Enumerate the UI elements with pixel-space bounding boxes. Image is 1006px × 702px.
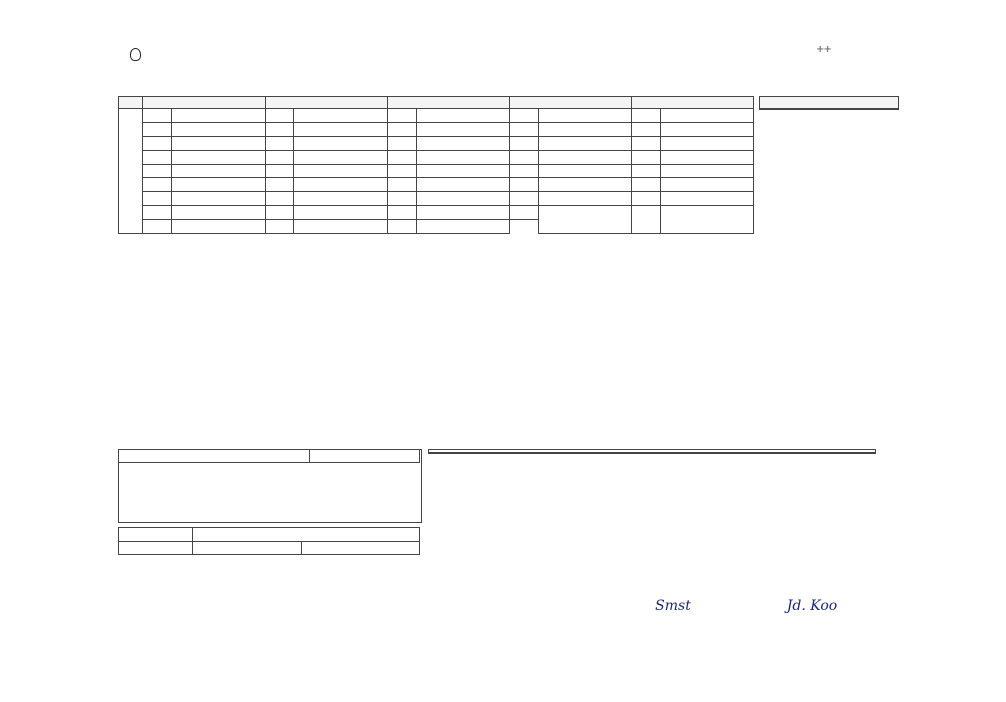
- holiday-table: [118, 449, 420, 463]
- session-number: [265, 192, 294, 206]
- calendar-grid: [118, 96, 754, 234]
- session-date: [660, 122, 753, 136]
- notes-panel: [428, 449, 876, 454]
- makeup-label: [265, 220, 294, 234]
- session-date: [294, 192, 387, 206]
- session-number: [387, 122, 416, 136]
- exam-table: [118, 527, 420, 555]
- holiday-title: [119, 450, 310, 463]
- session-date: [172, 192, 265, 206]
- session-number: [265, 109, 294, 123]
- section-first-half: [119, 109, 143, 234]
- session-number: [387, 109, 416, 123]
- session-number: [387, 206, 416, 220]
- makeup-label: [143, 220, 172, 234]
- session-number: [387, 136, 416, 150]
- session-date: [538, 109, 631, 123]
- exam-sub-label: [119, 541, 193, 555]
- session-date: [416, 150, 509, 164]
- session-date: [660, 164, 753, 178]
- session-number: [509, 136, 538, 150]
- session-date: [416, 206, 509, 220]
- session-number: [509, 206, 538, 220]
- session-number: [631, 109, 660, 123]
- session-date: [416, 178, 509, 192]
- col-tuesday: [265, 97, 387, 109]
- session-number: [143, 206, 172, 220]
- session-date: [172, 178, 265, 192]
- signature-left: [618, 598, 728, 614]
- session-number: [265, 206, 294, 220]
- bus-logo: ++: [816, 44, 831, 55]
- session-date: [538, 150, 631, 164]
- session-date: [538, 192, 631, 206]
- session-date: [294, 122, 387, 136]
- session-number: [143, 109, 172, 123]
- session-date: [538, 206, 631, 234]
- session-date: [660, 109, 753, 123]
- session-date: [172, 206, 265, 220]
- session-date: [416, 122, 509, 136]
- table-row: [119, 122, 754, 136]
- session-number: [509, 109, 538, 123]
- session-date: [538, 164, 631, 178]
- col-monday: [143, 97, 265, 109]
- session-number: [631, 122, 660, 136]
- grid-header-row: [119, 97, 754, 109]
- registration-title: [760, 97, 898, 109]
- session-number: [631, 206, 660, 234]
- session-date: [172, 150, 265, 164]
- session-date: [416, 109, 509, 123]
- session-number: [509, 192, 538, 206]
- session-date: [416, 164, 509, 178]
- session-date: [294, 164, 387, 178]
- session-number: [509, 178, 538, 192]
- session-number: [143, 150, 172, 164]
- session-date: [538, 136, 631, 150]
- session-number: [631, 192, 660, 206]
- session-date: [172, 164, 265, 178]
- signature-right-scrawl: Jd. Koo: [786, 598, 838, 614]
- exam-head-label: [119, 528, 193, 542]
- session-number: [387, 164, 416, 178]
- session-number: [631, 164, 660, 178]
- exam-from-label: [192, 541, 302, 555]
- session-number: [265, 164, 294, 178]
- table-row: [119, 206, 754, 220]
- session-number: [143, 136, 172, 150]
- session-date: [660, 178, 753, 192]
- session-number: [265, 122, 294, 136]
- col-friday: [631, 97, 753, 109]
- session-date: [294, 206, 387, 220]
- session-date: [538, 178, 631, 192]
- session-date: [294, 178, 387, 192]
- holiday-header: [119, 450, 420, 463]
- session-date: [294, 109, 387, 123]
- exam-head-type: [192, 528, 419, 542]
- table-row: [119, 192, 754, 206]
- session-number: [509, 164, 538, 178]
- session-date: [660, 136, 753, 150]
- session-number: [143, 122, 172, 136]
- makeup-date: [294, 220, 387, 234]
- session-date: [538, 122, 631, 136]
- session-number: [631, 150, 660, 164]
- makeup-label: [387, 220, 416, 234]
- table-row: [119, 178, 754, 192]
- session-number: [143, 192, 172, 206]
- col-wednesday: [387, 97, 509, 109]
- table-row: [119, 109, 754, 123]
- col-study-day: [119, 97, 143, 109]
- session-number: [387, 178, 416, 192]
- registration-panel: [759, 96, 899, 110]
- session-date: [172, 109, 265, 123]
- session-number: [631, 178, 660, 192]
- session-date: [294, 136, 387, 150]
- session-date: [660, 206, 753, 234]
- session-date: [172, 122, 265, 136]
- session-number: [509, 150, 538, 164]
- session-number: [631, 136, 660, 150]
- session-date: [172, 136, 265, 150]
- session-date: [660, 192, 753, 206]
- faculty-header: [130, 48, 145, 61]
- notes-title: [429, 450, 875, 453]
- session-date: [660, 150, 753, 164]
- university-seal-icon: [130, 48, 141, 61]
- signature-right: [726, 598, 898, 614]
- session-number: [387, 192, 416, 206]
- session-number: [265, 150, 294, 164]
- table-row: [119, 164, 754, 178]
- session-number: [143, 178, 172, 192]
- signature-left-scrawl: Smst: [655, 598, 691, 614]
- makeup-date: [416, 220, 509, 234]
- session-number: [143, 164, 172, 178]
- session-number: [265, 136, 294, 150]
- session-number: [509, 122, 538, 136]
- exam-to-label: [302, 541, 420, 555]
- makeup-date: [172, 220, 265, 234]
- session-date: [416, 192, 509, 206]
- session-number: [265, 178, 294, 192]
- session-date: [294, 150, 387, 164]
- session-number: [387, 150, 416, 164]
- table-row: [119, 150, 754, 164]
- table-row: [119, 136, 754, 150]
- col-thursday: [509, 97, 631, 109]
- session-date: [416, 136, 509, 150]
- makeup-title: [310, 450, 420, 463]
